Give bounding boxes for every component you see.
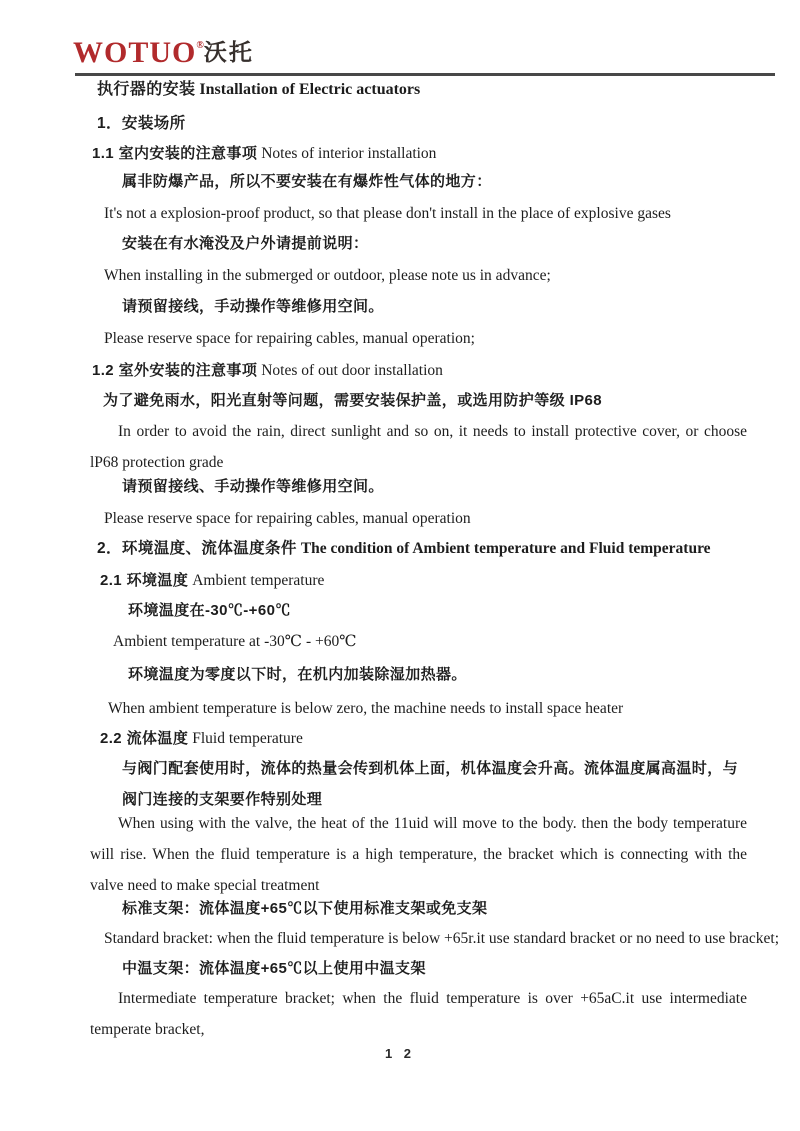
paragraph-zh: 标准支架：流体温度+65℃以下使用标准支架或免支架 xyxy=(122,900,488,917)
section-1-1-heading-zh: 1.1 室内安装的注意事项 xyxy=(92,145,258,162)
paragraph-zh: 请预留接线，手动操作等维修用空间。 xyxy=(122,298,384,315)
section-1-1-heading-en: Notes of interior installation xyxy=(261,145,437,162)
header-divider xyxy=(75,73,775,76)
section-2-heading xyxy=(97,539,711,559)
paragraph-en: When installing in the submerged or outdoor, please note us in advance; xyxy=(104,267,551,284)
section-1-2-heading-zh: 1.2 室外安装的注意事项 xyxy=(92,362,258,379)
paragraph-en: Please reserve space for repairing cables, manual operation xyxy=(104,510,471,527)
paragraph-zh: 环境温度为零度以下时，在机内加装除湿加热器。 xyxy=(128,666,467,683)
logo-brand-text: WOTUO xyxy=(73,36,197,69)
paragraph-zh: 环境温度在-30℃-+60℃ xyxy=(128,602,291,619)
paragraph-en: Please reserve space for repairing cables, manual operation; xyxy=(104,330,475,347)
paragraph-en: Standard bracket: when the fluid temperature is below +65r.it use standard bracket or no need to use bracket; xyxy=(104,930,780,947)
logo-brand-chinese: 沃托 xyxy=(203,39,254,65)
registered-trademark-icon: ® xyxy=(196,40,204,51)
section-2-1-heading-en: Ambient temperature xyxy=(192,572,325,589)
paragraph-zh: 安装在有水淹没及户外请提前说明： xyxy=(122,235,369,252)
paragraph-en: When using with the valve, the heat of the 11uid will move to the body. then the body temperature will rise. When the fluid temperature is a high temperature, the bracket which is connecting with the valve need to make special treatment xyxy=(90,815,747,894)
section-1-heading: 1．安装场所 xyxy=(97,115,186,132)
paragraph-zh: 中温支架：流体温度+65℃以上使用中温支架 xyxy=(122,960,426,977)
section-2-2-heading xyxy=(100,729,303,749)
paragraph-zh: 属非防爆产品，所以不要安装在有爆炸性气体的地方： xyxy=(122,173,492,190)
section-1-1-heading xyxy=(92,144,436,164)
paragraph-zh: 为了避免雨水，阳光直射等问题，需要安装保护盖，或选用防护等级 IP68 xyxy=(103,392,603,409)
page-title-en: Installation of Electric actuators xyxy=(199,81,421,98)
paragraph-en: When ambient temperature is below zero, the machine needs to install space heater xyxy=(108,700,624,717)
section-1-2-heading-en: Notes of out door installation xyxy=(261,362,443,379)
section-2-1-heading-zh: 2.1 环境温度 xyxy=(100,572,189,589)
page-title-zh: 执行器的安装 xyxy=(97,81,196,98)
paragraph-en: Ambient temperature at -30℃ - +60℃ xyxy=(113,633,357,650)
paragraph-en: Intermediate temperature bracket; when the fluid temperature is over +65aC.it use intermediate temperate bracket, xyxy=(90,990,747,1038)
section-2-2-heading-en: Fluid temperature xyxy=(192,730,303,747)
paragraph-zh: 与阀门配套使用时，流体的热量会传到机体上面，机体温度会升高。流体温度属高温时，与阀门连接的支架要作特别处理 xyxy=(122,760,739,808)
section-2-heading-en: The condition of Ambient temperature and Fluid temperature xyxy=(300,540,711,557)
page-title xyxy=(97,80,420,100)
section-2-1-heading xyxy=(100,571,324,591)
paragraph-zh: 请预留接线、手动操作等维修用空间。 xyxy=(122,478,384,495)
page-number: 1 2 xyxy=(384,1046,416,1061)
paragraph-en: It's not a explosion-proof product, so that please don't install in the place of explosive gases xyxy=(104,205,671,222)
wotuo-logo xyxy=(73,34,254,68)
section-2-heading-zh: 2．环境温度、流体温度条件 xyxy=(97,540,297,557)
section-1-2-heading xyxy=(92,361,443,381)
section-2-2-heading-zh: 2.2 流体温度 xyxy=(100,730,189,747)
paragraph-en: In order to avoid the rain, direct sunlight and so on, it needs to install protective cover, or choose lP68 protection grade xyxy=(90,423,747,471)
